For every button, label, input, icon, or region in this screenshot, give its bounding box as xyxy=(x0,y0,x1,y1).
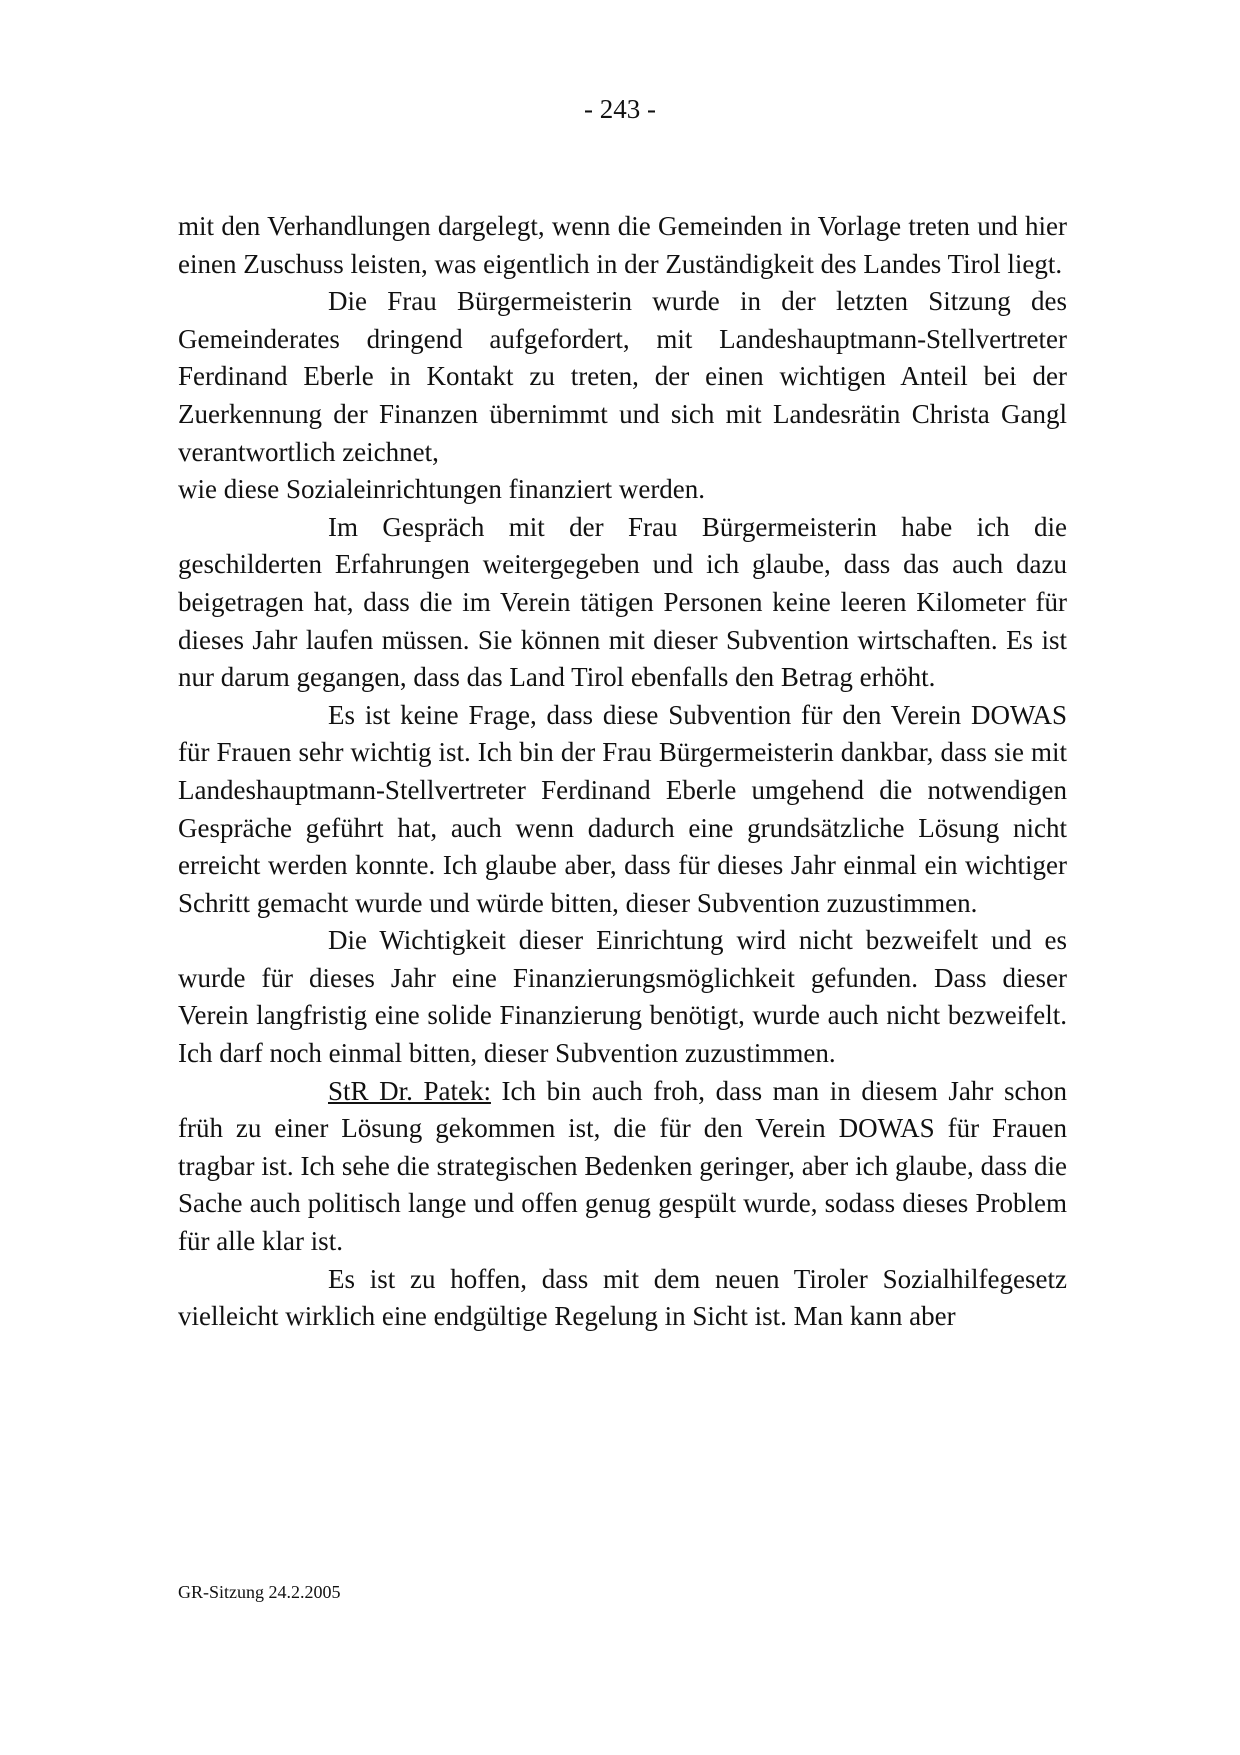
footer-session: GR-Sitzung 24.2.2005 xyxy=(178,1582,341,1602)
paragraph-3: Im Gespräch mit der Frau Bürgermeisterin habe ich die geschilderten Erfahrungen weitergegeben und ich glaube, dass das auch dazu beigetragen hat, dass die im Verein tätigen Personen keine leeren Kilometer für dieses Jahr laufen müssen. Sie können mit dieser Subvention wirtschaften. Es ist nur darum gegangen, dass das Land Tirol ebenfalls den Betrag erhöht. xyxy=(178,511,1067,693)
paragraph-7: Es ist zu hoffen, dass mit dem neuen Tiroler Sozialhilfegesetz vielleicht wirklich eine endgültige Regelung in Sicht ist. Man kann aber xyxy=(178,1263,1067,1332)
paragraph-5: Die Wichtigkeit dieser Einrichtung wird nicht bezweifelt und es wurde für dieses Jahr eine Finanzierungsmöglichkeit gefunden. Dass dieser Verein langfristig eine solide Finanzierung benötigt, wurde auch nicht bezweifelt. Ich darf noch einmal bitten, dieser Subvention zuzustimmen. xyxy=(178,925,1067,1069)
paragraph-4: Es ist keine Frage, dass diese Subvention für den Verein DOWAS für Frauen sehr wichtig ist. Ich bin der Frau Bürgermeisterin dankbar, dass sie mit Landeshauptmann-Stellvertreter Ferdinand Eberle umgehend die notwendigen Gespräche geführt hat, auch wenn dadurch eine grundsätzliche Lösung nicht erreicht werden konnte. Ich glaube aber, dass für dieses Jahr einmal ein wichtiger Schritt gemacht wurde und würde bitten, dieser Subvention zuzustimmen. xyxy=(178,699,1067,918)
paragraph-6 xyxy=(178,1073,1067,1261)
paragraph-2-text-b: wie diese Sozialeinrichtungen finanziert werden. xyxy=(178,474,706,505)
paragraph-2-text-a: Die Frau Bürgermeisterin wurde in der letzten Sitzung des Gemeinderates dringend aufgefordert, mit Landeshauptmann-Stellvertreter Ferdinand Eberle in Kontakt zu treten, der einen wichtigen Anteil bei der Zuerkennung der Finanzen übernimmt und sich mit Landesrätin Christa Gangl verantwortlich zeichnet, xyxy=(178,286,1067,467)
document-body xyxy=(178,208,1067,1336)
paragraph-2 xyxy=(178,283,1067,471)
paragraph-2-continued xyxy=(178,471,1067,509)
speaker-name: StR Dr. Patek: xyxy=(328,1075,491,1106)
paragraph-6-text: Ich bin auch froh, dass man in diesem Jahr schon früh zu einer Lösung gekommen ist, die für den Verein DOWAS für Frauen tragbar ist. Ich sehe die strategischen Bedenken geringer, aber ich glaube, dass die Sache auch politisch lange und offen genug gespült wurde, sodass dieses Problem für alle klar ist. xyxy=(178,1075,1067,1257)
page-number: - 243 - xyxy=(584,94,656,124)
paragraph-1: mit den Verhandlungen dargelegt, wenn die Gemeinden in Vorlage treten und hier einen Zuschuss leisten, was eigentlich in der Zuständigkeit des Landes Tirol liegt. xyxy=(178,211,1067,279)
